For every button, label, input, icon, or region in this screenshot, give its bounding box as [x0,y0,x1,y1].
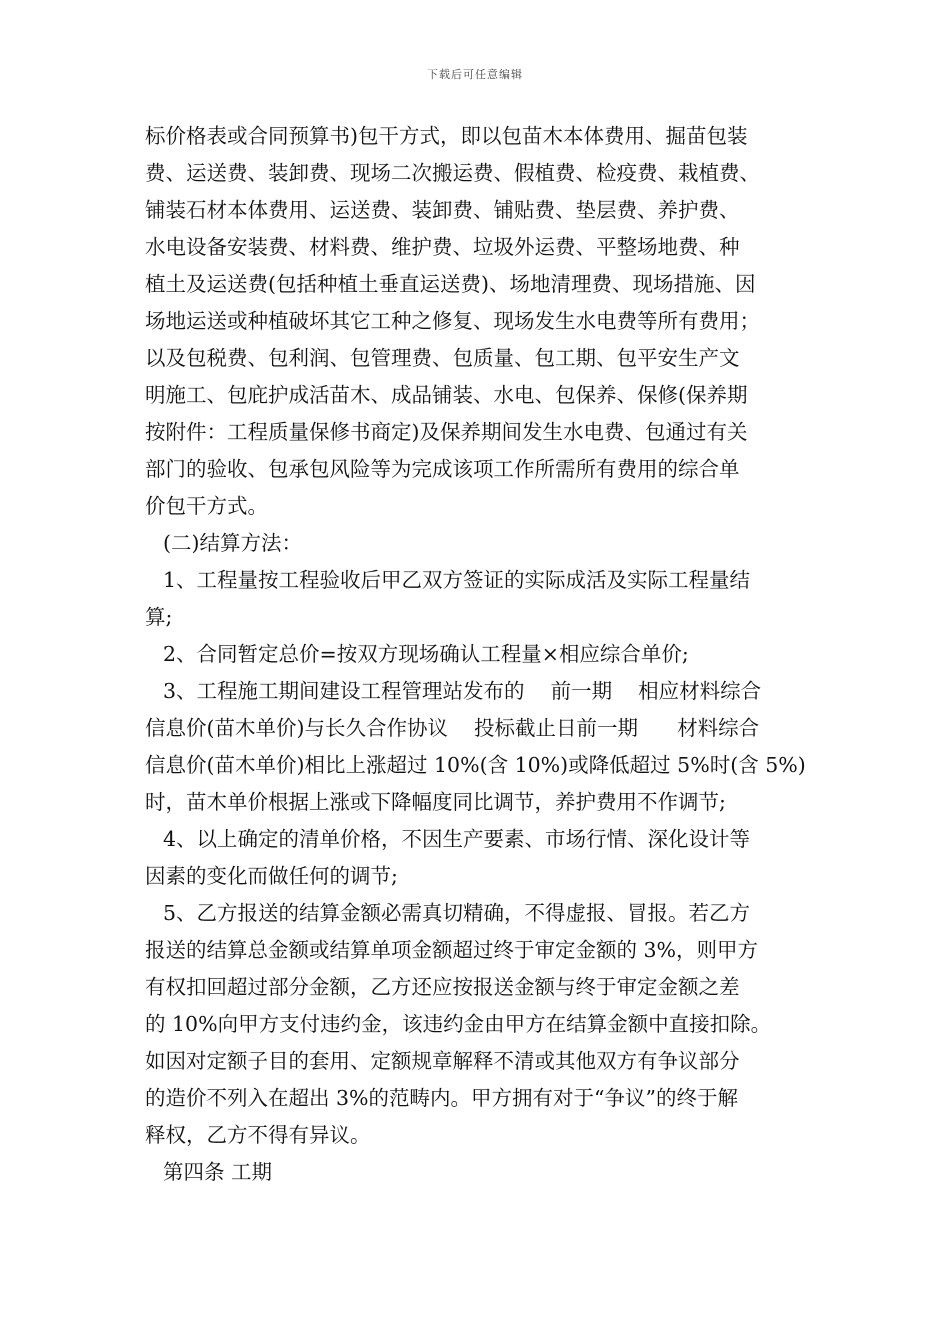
text-line: 价包干方式。 [145,494,268,518]
text-line: 明施工、包庇护成活苗木、成品铺装、水电、包保养、保修(保养期 [145,383,748,407]
text-line: 标价格表或合同预算书)包干方式，即以包苗木本体费用、掘苗包装 [145,124,748,148]
text-line: 费、运送费、装卸费、现场二次搬运费、假植费、检疫费、栽植费、 [145,161,760,185]
text-line: 释权，乙方不得有异议。 [145,1123,371,1147]
text-line: 水电设备安装费、材料费、维护费、垃圾外运费、平整场地费、种 [145,235,740,259]
text-line: 场地运送或种植破坏其它工种之修复、现场发生水电费等所有费用； [145,309,760,333]
list-item-3: 3、工程施工期间建设工程管理站发布的 前一期 相应材料综合 [163,679,762,703]
text-line: 的造价不列入在超出 3%的范畴内。甲方拥有对于“争议”的终于解 [145,1086,738,1110]
text-line: 按附件：工程质量保修书商定)及保养期间发生水电费、包通过有关 [145,420,748,444]
list-item-4: 4、以上确定的清单价格，不因生产要素、市场行情、深化设计等 [163,827,751,851]
text-line: 算; [145,605,173,629]
list-item-5: 5、乙方报送的结算金额必需真切精确，不得虚报、冒报。若乙方 [163,901,751,925]
text-line: 的 10%向甲方支付违约金，该违约金由甲方在结算金额中直接扣除。 [145,1012,772,1036]
text-line: 时，苗木单价根据上涨或下降幅度同比调节，养护费用不作调节; [145,790,726,814]
text-line: 报送的结算总金额或结算单项金额超过终于审定金额的 3%，则甲方 [145,938,759,962]
list-item-1: 1、工程量按工程验收后甲乙双方签证的实际成活及实际工程量结 [163,568,751,592]
text-line: 植土及运送费(包括种植土垂直运送费)、场地清理费、现场措施、因 [145,272,756,296]
article-heading: 第四条 工期 [163,1160,273,1184]
text-line: 铺装石材本体费用、运送费、装卸费、铺贴费、垫层费、养护费、 [145,198,740,222]
text-line: 部门的验收、包承包风险等为完成该项工作所需所有费用的综合单 [145,457,740,481]
text-line: 信息价(苗木单价)相比上涨超过 10%(含 10%)或降低超过 5%时(含 5%) [145,753,806,777]
list-item-2: 2、合同暂定总价=按双方现场确认工程量×相应综合单价; [163,642,689,666]
page-header: 下载后可任意编辑 [427,68,523,81]
section-heading: (二)结算方法： [163,531,302,555]
document-body [145,118,809,1191]
text-line: 因素的变化而做任何的调节; [145,864,398,888]
text-line: 信息价(苗木单价)与长久合作协议 投标截止日前一期 材料综合 [145,716,760,740]
text-line: 有权扣回超过部分金额，乙方还应按报送金额与终于审定金额之差 [145,975,740,999]
text-line: 以及包税费、包利润、包管理费、包质量、包工期、包平安生产文 [145,346,740,370]
text-line: 如因对定额子目的套用、定额规章解释不清或其他双方有争议部分 [145,1049,740,1073]
